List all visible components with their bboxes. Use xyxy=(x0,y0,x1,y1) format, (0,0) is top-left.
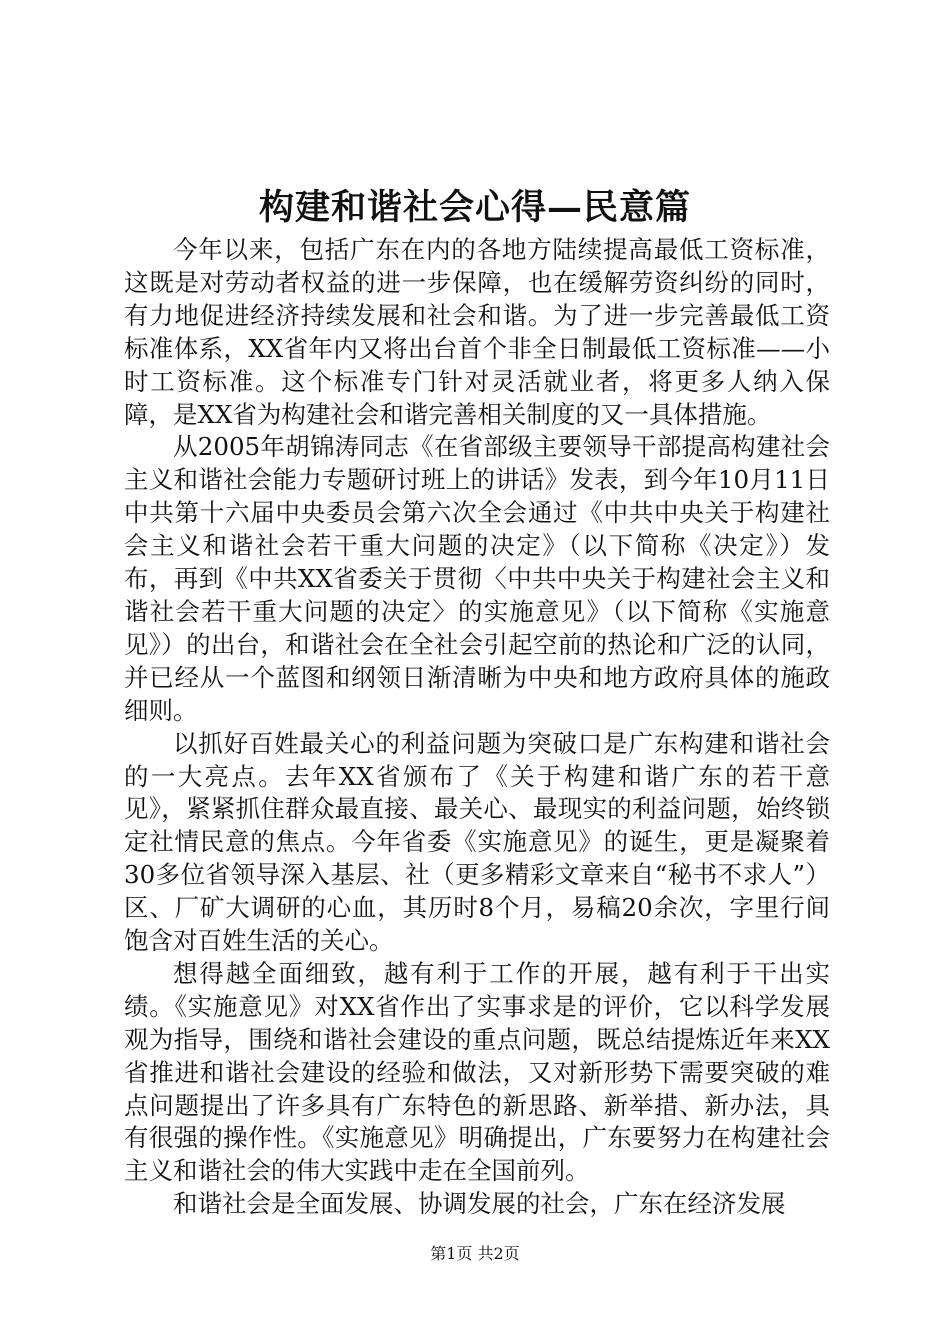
paragraph-2: 从2005年胡锦涛同志《在省部级主要领导干部提高构建社会主义和谐社会能力专题研讨班上的讲话》发表，到今年10月11日中共第十六届中央委员会第六次全会通过《中共中央关于构建社会主义和谐社会若干重大问题的决定》（以下简称《决定》）发布，再到《中共XX省委关于贯彻〈中共中央关于构建社会主义和谐社会若干重大问题的决定〉的实施意见》（以下简称《实施意见》）的出台，和谐社会在全社会引起空前的热论和广泛的认同，并已经从一个蓝图和纲领日渐清晰为中央和地方政府具体的施政细则。 xyxy=(124,432,830,725)
paragraph-4: 想得越全面细致，越有利于工作的开展，越有利于干出实绩。《实施意见》对XX省作出了实事求是的评价，它以科学发展观为指导，围绕和谐社会建设的重点问题，既总结提炼近年来XX省推进和谐社会建设的经验和做法，又对新形势下需要突破的难点问题提出了许多具有广东特色的新思路、新举措、新办法，具有很强的操作性。《实施意见》明确提出，广东要努力在构建社会主义和谐社会的伟大实践中走在全国前列。 xyxy=(124,958,830,1186)
page-footer: 第1页 共2页 xyxy=(430,1244,520,1263)
paragraph-3: 以抓好百姓最关心的利益问题为突破口是广东构建和谐社会的一大亮点。去年XX省颁布了《关于构建和谐广东的若干意见》，紧紧抓住群众最直接、最关心、最现实的利益问题，始终锁定社情民意的焦点。今年省委《实施意见》的诞生，更是凝聚着30多位省领导深入基层、社（更多精彩文章来自“秘书不求人”）区、厂矿大调研的心血，其历时8个月，易稿20余次，字里行间饱含对百姓生活的关心。 xyxy=(124,728,830,956)
document-title: 构建和谐社会心得—民意篇 xyxy=(258,187,691,228)
paragraph-1: 今年以来，包括广东在内的各地方陆续提高最低工资标准，这既是对劳动者权益的进一步保障，也在缓解劳资纠纷的同时，有力地促进经济持续发展和社会和谐。为了进一步完善最低工资标准体系，XX省年内又将出台首个非全日制最低工资标准——小时工资标准。这个标准专门针对灵活就业者，将更多人纳入保障，是XX省为构建社会和谐完善相关制度的又一具体措施。 xyxy=(124,235,830,429)
document-body xyxy=(124,234,830,1221)
paragraph-5: 和谐社会是全面发展、协调发展的社会，广东在经济发展 xyxy=(173,1189,786,1219)
